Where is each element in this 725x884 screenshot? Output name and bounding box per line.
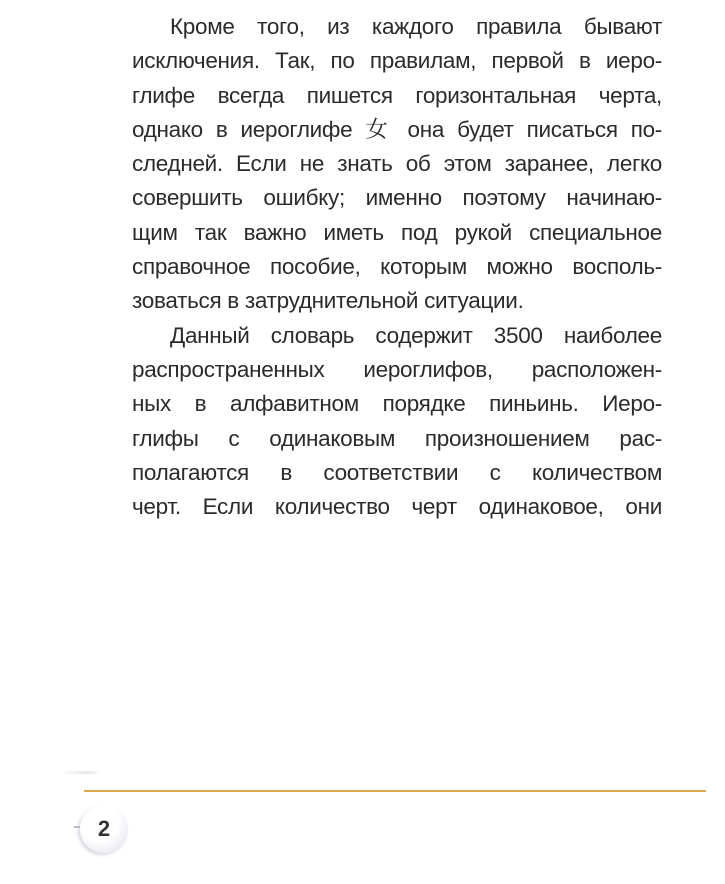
- text-line: Кроме того, из каждого правила бывают: [170, 14, 662, 39]
- text-line: исключения. Так, по правилам, первой в иеро-: [132, 48, 662, 74]
- text-line: ных в алфавитном порядке пиньинь. Иеро-: [132, 391, 662, 417]
- text-line: следней. Если не знать об этом заранее, легко: [132, 151, 662, 177]
- text-line: однако в иероглифе 女 она будет писаться по-: [132, 116, 662, 142]
- text-line: глифы с одинаковым произношением рас-: [132, 425, 662, 451]
- paragraph-2: [132, 319, 662, 525]
- text-line: распространенных иероглифов, расположен-: [132, 356, 662, 382]
- text-line: черт. Если количество черт одинаковое, они: [132, 494, 662, 520]
- text-line: полагаются в соответствии с количеством: [132, 459, 662, 485]
- body-text: [132, 10, 662, 524]
- footer-rule: [84, 790, 706, 792]
- text-line: справочное пособие, которым можно восполь-: [132, 254, 662, 280]
- text-line: глифе всегда пишется горизонтальная черта,: [132, 82, 662, 108]
- page-number: 2: [97, 816, 111, 841]
- text-line: совершить ошибку; именно поэтому начинаю-: [132, 185, 662, 211]
- paragraph-1: [132, 10, 662, 319]
- footer-rule-accent: [62, 771, 102, 774]
- text-line: щим так важно иметь под рукой специальное: [132, 219, 662, 245]
- page-number-badge: [80, 805, 128, 853]
- text-line: зоваться в затруднительной ситуации.: [132, 288, 524, 314]
- text-line: Данный словарь содержит 3500 наиболее: [170, 322, 662, 348]
